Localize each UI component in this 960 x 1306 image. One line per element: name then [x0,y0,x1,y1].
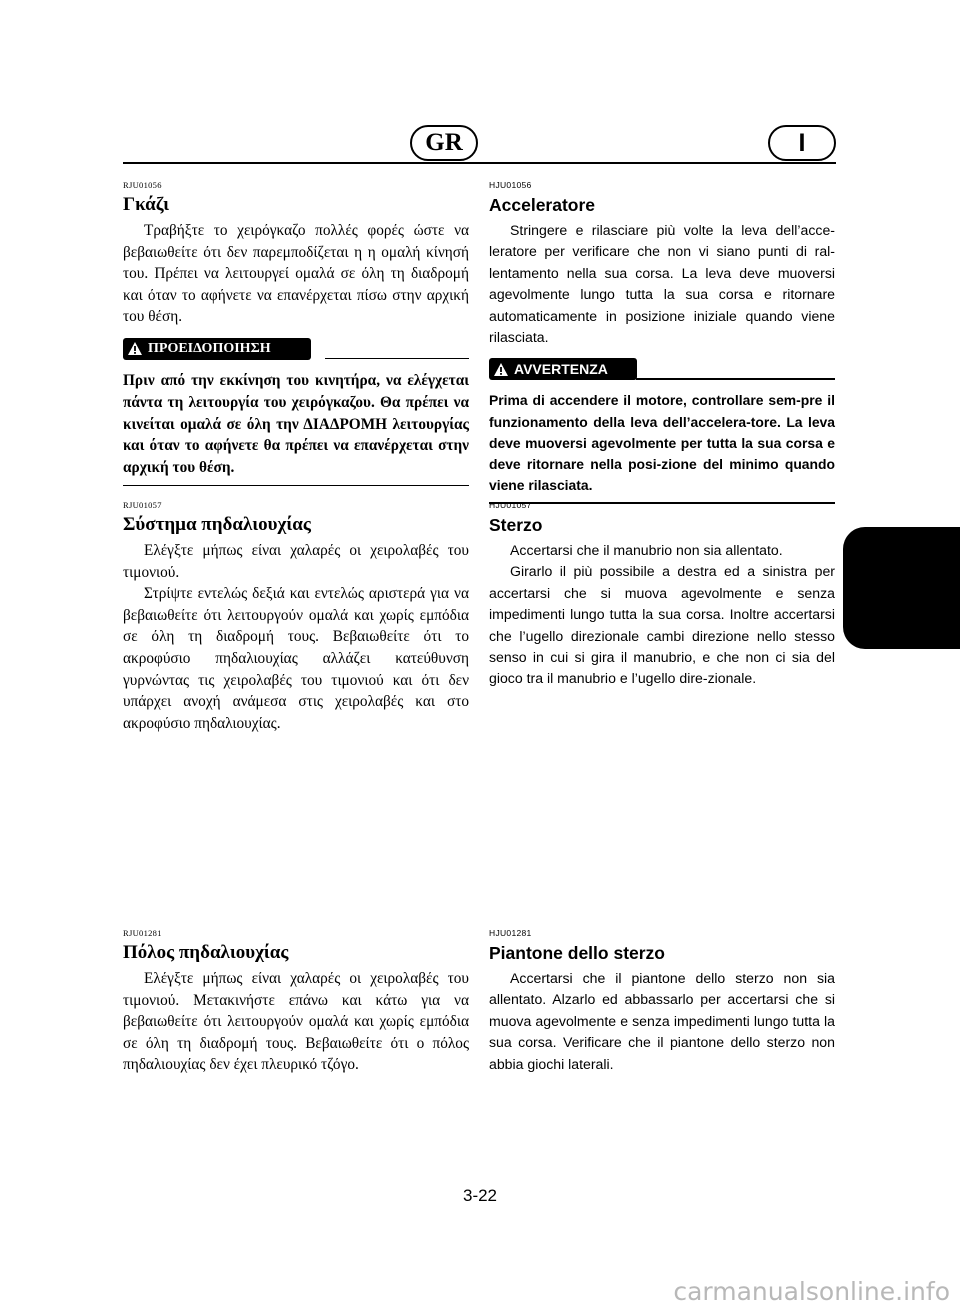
header-rule [123,162,836,164]
page-header [123,125,836,165]
warning-box [489,358,835,504]
it-throttle-section [489,180,835,504]
section-text: Στρίψτε εντελώς δεξιά και εντελώς αριστερά για να βεβαιωθείτε ότι λειτουργούν ομαλά και χωρίς εμπόδια σε όλη τη διαδρομή τους. Βεβαιωθείτε ότι το ακροφύσιο πηδαλιουχίας αλλάζει κατεύθυνση γυρνώντας τις χειρολαβές του τιμονιού και ότι δεν υπάρχει ανοχή ανάμεσα στις χειρολαβές και στο ακροφύσιο πηδαλιουχίας. [123,585,469,732]
section-code: RJU01057 [123,500,162,510]
section-code: HJU01056 [489,180,532,190]
page-number: 3-22 [462,1186,498,1205]
warning-label: ΠΡΟΕΙΔΟΠΟΙΗΣΗ [123,338,311,360]
it-steering-column-section [489,928,835,1075]
watermark-text: carmanualsonline.info [673,1277,950,1306]
section-text: Accertarsi che il piantone dello sterzo non sia allentato. Alzarlo ed abbassarlo per accertarsi che si muova agevolmente e senza impedimenti lungo tutta la sua corsa. Verificare che il piantone dello sterzo non abbia giochi laterali. [489,970,835,1072]
section-title: Πόλος πηδαλιουχίας [123,942,289,963]
warning-triangle-icon [493,362,509,377]
warning-text: Prima di accendere il motore, controllare sem-pre il funzionamento della leva dell’accelera-tore. La leva deve muoversi agevolmente per tutta la sua corsa e deve ritornare nella posi-zione del minimo quando viene rilasciata. [489,392,835,494]
section-text: Stringere e rilasciare più volte la leva dell’acce-leratore per verificare che non vi siano punti di ral-lentamento nella sua corsa. La leva deve muoversi agevolmente lungo tutta la sua corsa e ritornare automaticamente in posizione iniziale quando viene rilasciata. [489,222,835,346]
language-tag-italian: I [768,125,836,161]
section-text: Accertarsi che il manubrio non sia allentato. [510,542,783,558]
section-text: Ελέγξτε μήπως είναι χαλαρές οι χειρολαβές του τιμονιού. [123,542,469,581]
section-title: Acceleratore [489,195,596,215]
section-thumb-tab [843,527,960,649]
warning-triangle-icon [127,341,143,356]
section-title: Γκάζι [123,194,169,215]
section-title: Σύστημα πηδαλιουχίας [123,514,311,535]
section-code: HJU01281 [489,928,532,938]
section-text: Τραβήξτε το χειρόγκαζο πολλές φορές ώστε να βεβαιωθείτε ότι δεν παρεμποδίζεται η η ομαλή κίνησή του. Πρέπει να λειτουργεί ομαλά σε όλη τη διαδρομή και όταν το αφήνετε να επανέρχεται πίσω στην αρχική του θέση. [123,222,469,326]
section-text: Girarlo il più possibile a destra ed a sinistra per accertarsi che si muova agevolmente e senza impedimenti lungo tutta la sua corsa. Inoltre accertarsi che l’ugello direzionale cambi direzione nello stesso senso in cui si gira il manubrio, e che non ci sia del gioco tra il manubrio e l’ugello dire-zionale. [489,563,835,687]
warning-label: AVVERTENZA [489,358,637,380]
section-code: RJU01281 [123,928,162,938]
it-steering-section [489,500,835,690]
section-text: Ελέγξτε μήπως είναι χαλαρές οι χειρολαβές του τιμονιού. Μετακινήστε επάνω και κάτω για να βεβαιωθείτε ότι λειτουργούν ομαλά και χωρίς εμπόδια σε όλη τη διαδρομή τους. Βεβαιωθείτε ότι ο πόλος πηδαλιουχίας δεν έχει πλευρικό τζόγο. [123,970,469,1074]
section-title: Sterzo [489,515,543,535]
warning-box [123,338,469,486]
gr-steering-column-section [123,928,469,1076]
section-code: RJU01056 [123,180,162,190]
gr-throttle-section [123,180,469,486]
warning-text: Πριν από την εκκίνηση του κινητήρα, να ελέγχεται πάντα τη λειτουργία του χειρόγκαζου. Θα πρέπει να κινείται ομαλά σε όλη την ΔΙΑΔΡΟΜΗ λειτουργίας και όταν το αφήνετε θα πρέπει να επανέρχεται στην αρχική του θέση. [123,371,469,477]
language-tag-greek: GR [410,125,478,161]
gr-steering-section [123,500,469,734]
section-code: HJU01057 [489,500,532,510]
section-title: Piantone dello sterzo [489,943,665,963]
